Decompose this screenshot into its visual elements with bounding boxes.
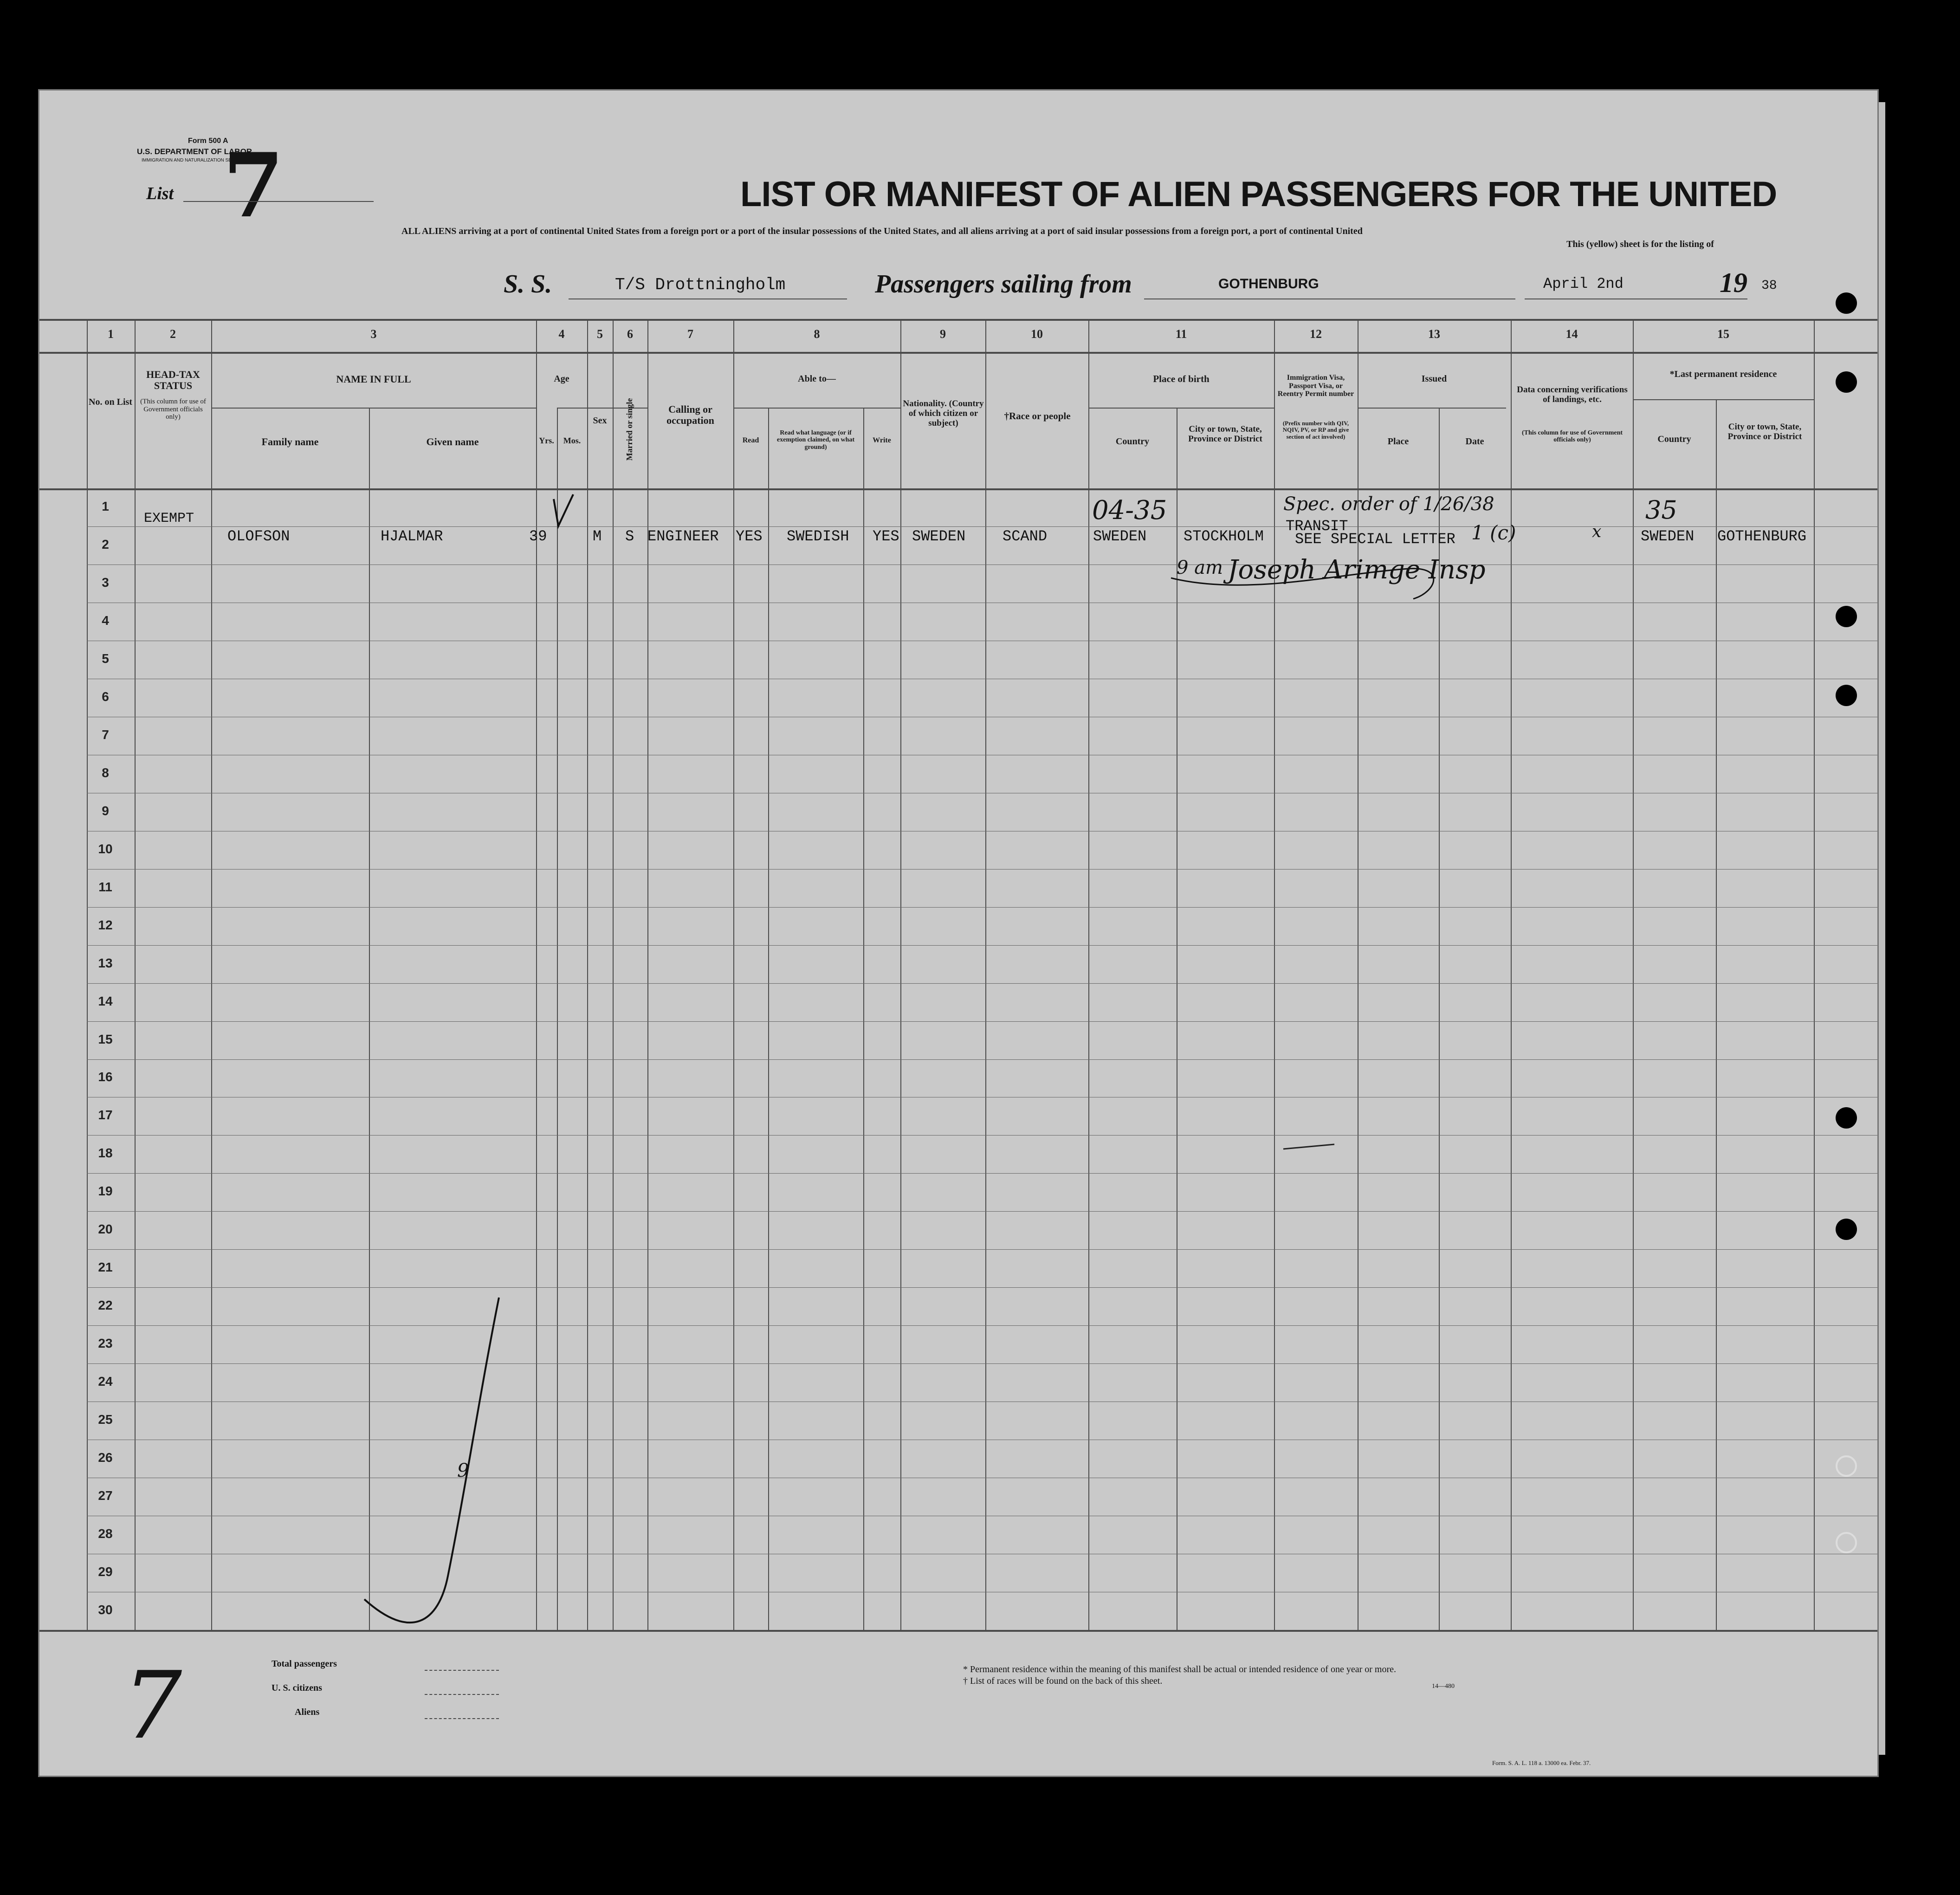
head-tax-status: EXEMPT — [144, 511, 194, 526]
header-read-language: Read what language (or if exemption claimed, on what ground) — [776, 429, 855, 451]
footer-total-passengers: Total passengers — [272, 1659, 337, 1669]
birth-city: STOCKHOLM — [1184, 528, 1264, 545]
row-number: 17 — [98, 1108, 113, 1123]
list-label: List — [146, 184, 174, 203]
signature-flourish — [1171, 569, 1434, 599]
header-birth-country: Country — [1115, 436, 1150, 447]
row-number: 9 — [102, 803, 109, 818]
col-number-13: 13 — [1428, 327, 1440, 341]
row-number: 19 — [98, 1184, 113, 1199]
header-nationality: Nationality. (Country of which citizen or subject) — [903, 399, 984, 428]
can-read: YES — [736, 528, 763, 545]
special-order-handwritten: Spec. order of 1/26/38 — [1283, 493, 1494, 515]
departure-port: GOTHENBURG — [1218, 276, 1319, 292]
ss-label: S. S. — [504, 270, 552, 299]
row-number: 13 — [98, 955, 113, 970]
manifest-subtitle: ALL ALIENS arriving at a port of continental United States from a foreign port or a port of the insular possessions of the United States, and all aliens arriving at a port of said insular possessions from a foreign port, a port of continental United — [401, 226, 1363, 236]
col-number-3: 3 — [370, 327, 377, 341]
visa-number: TRANSIT — [1286, 518, 1348, 535]
corner-mark-handwritten: 7 — [123, 1652, 182, 1760]
sex: M — [593, 528, 602, 545]
race: SCAND — [1003, 528, 1048, 545]
binder-hole — [1836, 1107, 1857, 1129]
header-res-country: Country — [1657, 434, 1691, 444]
col-number-5: 5 — [597, 327, 603, 341]
header-given-name: Given name — [426, 436, 479, 448]
header-calling: Calling or occupation — [666, 403, 714, 427]
header-no-on-list: No. on List — [89, 397, 132, 407]
header-birth-city: City or town, State, Province or District — [1188, 424, 1262, 444]
header-mos: Mos. — [563, 436, 581, 445]
header-place-of-birth: Place of birth — [1153, 373, 1210, 384]
binder-hole — [1836, 1219, 1857, 1240]
header-read: Read — [742, 436, 759, 444]
manifest-title: LIST OR MANIFEST OF ALIEN PASSENGERS FOR THE UNITED — [740, 175, 1777, 214]
row-number: 26 — [98, 1450, 113, 1465]
year-suffix: 38 — [1761, 279, 1777, 293]
sailing-date: April 2nd — [1543, 275, 1624, 292]
row-number: 24 — [98, 1374, 113, 1389]
visa-note: SEE SPECIAL LETTER — [1295, 531, 1455, 548]
sheet-note: This (yellow) sheet is for the listing of — [1566, 239, 1714, 249]
header-issued: Issued — [1421, 374, 1447, 384]
col-number-8: 8 — [814, 327, 820, 341]
can-write: YES — [873, 528, 899, 545]
handwritten-strokes — [39, 91, 1877, 1776]
header-race: †Race or people — [1004, 410, 1071, 422]
row-number: 15 — [98, 1032, 113, 1046]
manifest-sheet — [38, 89, 1879, 1777]
row-number: 20 — [98, 1222, 113, 1237]
row-number: 28 — [98, 1526, 113, 1541]
row-number: 14 — [98, 993, 113, 1008]
header-visa-note: (Prefix number with QIV, NQIV, PV, or RP and give section of act involved) — [1282, 420, 1349, 440]
footer-note-residence: * Permanent residence within the meaning of this manifest shall be actual or intended residence of one year or more. — [963, 1664, 1397, 1674]
row-number: 10 — [98, 841, 113, 856]
sailing-label: Passengers sailing from — [875, 270, 1132, 299]
col-number-14: 14 — [1565, 327, 1578, 341]
binder-hole — [1836, 606, 1857, 627]
footer-aliens: Aliens — [295, 1707, 320, 1717]
header-family-name: Family name — [261, 436, 319, 448]
row-number: 7 — [102, 727, 109, 742]
row-number: 23 — [98, 1336, 113, 1351]
header-able-to: Able to— — [798, 374, 836, 384]
residence-city: GOTHENBURG — [1717, 528, 1807, 545]
footer-form-code: 14—480 — [1432, 1683, 1455, 1690]
col-number-12: 12 — [1310, 327, 1322, 341]
binder-hole — [1836, 1532, 1857, 1553]
binder-hole — [1836, 685, 1857, 706]
header-res-city: City or town, State, Province or District — [1727, 422, 1802, 441]
header-visa: Immigration Visa, Passport Visa, or Reentry Permit number — [1277, 374, 1354, 398]
row-number: 29 — [98, 1564, 113, 1579]
row-number: 21 — [98, 1260, 113, 1275]
row-number: 18 — [98, 1146, 113, 1161]
header-verifications: Data concerning verifications of landings, etc. — [1517, 385, 1628, 404]
row-number: 12 — [98, 917, 113, 932]
header-married-single: Married or single — [625, 398, 634, 461]
row-number: 5 — [102, 651, 109, 666]
col-number-10: 10 — [1031, 327, 1043, 341]
ship-name: T/S Drottningholm — [615, 275, 786, 294]
col-number-4: 4 — [558, 327, 565, 341]
row-number: 3 — [102, 575, 109, 590]
read-language: SWEDISH — [787, 528, 849, 545]
verification-mark-handwritten: 1 (c) — [1471, 521, 1516, 544]
col-number-11: 11 — [1175, 327, 1187, 341]
footer-us-citizens: U. S. citizens — [272, 1683, 322, 1693]
row-number: 2 — [102, 537, 109, 552]
header-issued-place: Place — [1387, 436, 1409, 447]
col-number-9: 9 — [940, 327, 946, 341]
header-head-tax-note: (This column for use of Government officials only) — [140, 398, 206, 421]
header-yrs: Yrs. — [539, 436, 554, 445]
age-years: 39 — [529, 528, 547, 545]
family-name: OLOFSON — [227, 528, 290, 545]
tally-stroke — [364, 1298, 499, 1622]
col-number-6: 6 — [627, 327, 633, 341]
residence-code-handwritten: 35 — [1645, 495, 1677, 525]
given-name: HJALMAR — [381, 528, 443, 545]
form-number: Form 500 A — [188, 137, 228, 145]
binder-hole — [1836, 1455, 1857, 1477]
footer-print-code: Form. S. A. L. 118 a. 13000 ea. Febr. 37. — [1492, 1759, 1591, 1766]
service-name: IMMIGRATION AND NATURALIZATION SERVICE — [142, 158, 246, 163]
row-number: 4 — [102, 613, 109, 628]
inspector-signature: Joseph Arimge Insp — [1228, 555, 1486, 585]
birth-code-handwritten: 04-35 — [1092, 495, 1167, 526]
marital-status: S — [625, 528, 634, 545]
signature-prefix: 9 am — [1177, 557, 1223, 578]
row-number: 25 — [98, 1412, 113, 1427]
header-issued-date: Date — [1465, 436, 1484, 447]
dash-stroke — [1283, 1144, 1334, 1149]
header-last-residence: *Last permanent residence — [1669, 369, 1777, 379]
col-number-15: 15 — [1717, 327, 1729, 341]
header-sex: Sex — [593, 415, 607, 426]
list-number: 7 — [223, 134, 285, 237]
header-age: Age — [554, 374, 569, 384]
row-number: 6 — [102, 689, 109, 704]
header-write: Write — [873, 436, 891, 444]
binder-hole — [1836, 292, 1857, 314]
header-head-tax: HEAD-TAX STATUS — [146, 369, 200, 392]
binder-hole — [1836, 371, 1857, 393]
birth-country: SWEDEN — [1093, 528, 1147, 545]
header-name-in-full: NAME IN FULL — [336, 373, 411, 385]
row-number: 11 — [98, 879, 112, 894]
col-number-2: 2 — [170, 327, 176, 341]
occupation: ENGINEER — [647, 528, 719, 545]
x-mark-handwritten: x — [1592, 522, 1602, 541]
col-number-7: 7 — [687, 327, 693, 341]
row-number: 27 — [98, 1488, 113, 1503]
row-number: 16 — [98, 1070, 113, 1084]
year-prefix: 19 — [1720, 267, 1747, 298]
row-number: 30 — [98, 1603, 113, 1617]
row-number: 22 — [98, 1298, 113, 1313]
page-tally-handwritten: 9 — [457, 1460, 469, 1481]
footer-note-races: † List of races will be found on the back of this sheet. — [963, 1676, 1163, 1686]
col-number-1: 1 — [108, 327, 114, 341]
checkmark-stroke — [554, 494, 573, 526]
header-verifications-note: (This column for use of Government officials only) — [1521, 429, 1623, 444]
residence-country: SWEDEN — [1641, 528, 1695, 545]
nationality: SWEDEN — [912, 528, 966, 545]
row-number: 1 — [102, 499, 109, 513]
row-number: 8 — [102, 765, 109, 780]
department-name: U.S. DEPARTMENT OF LABOR — [137, 147, 252, 156]
